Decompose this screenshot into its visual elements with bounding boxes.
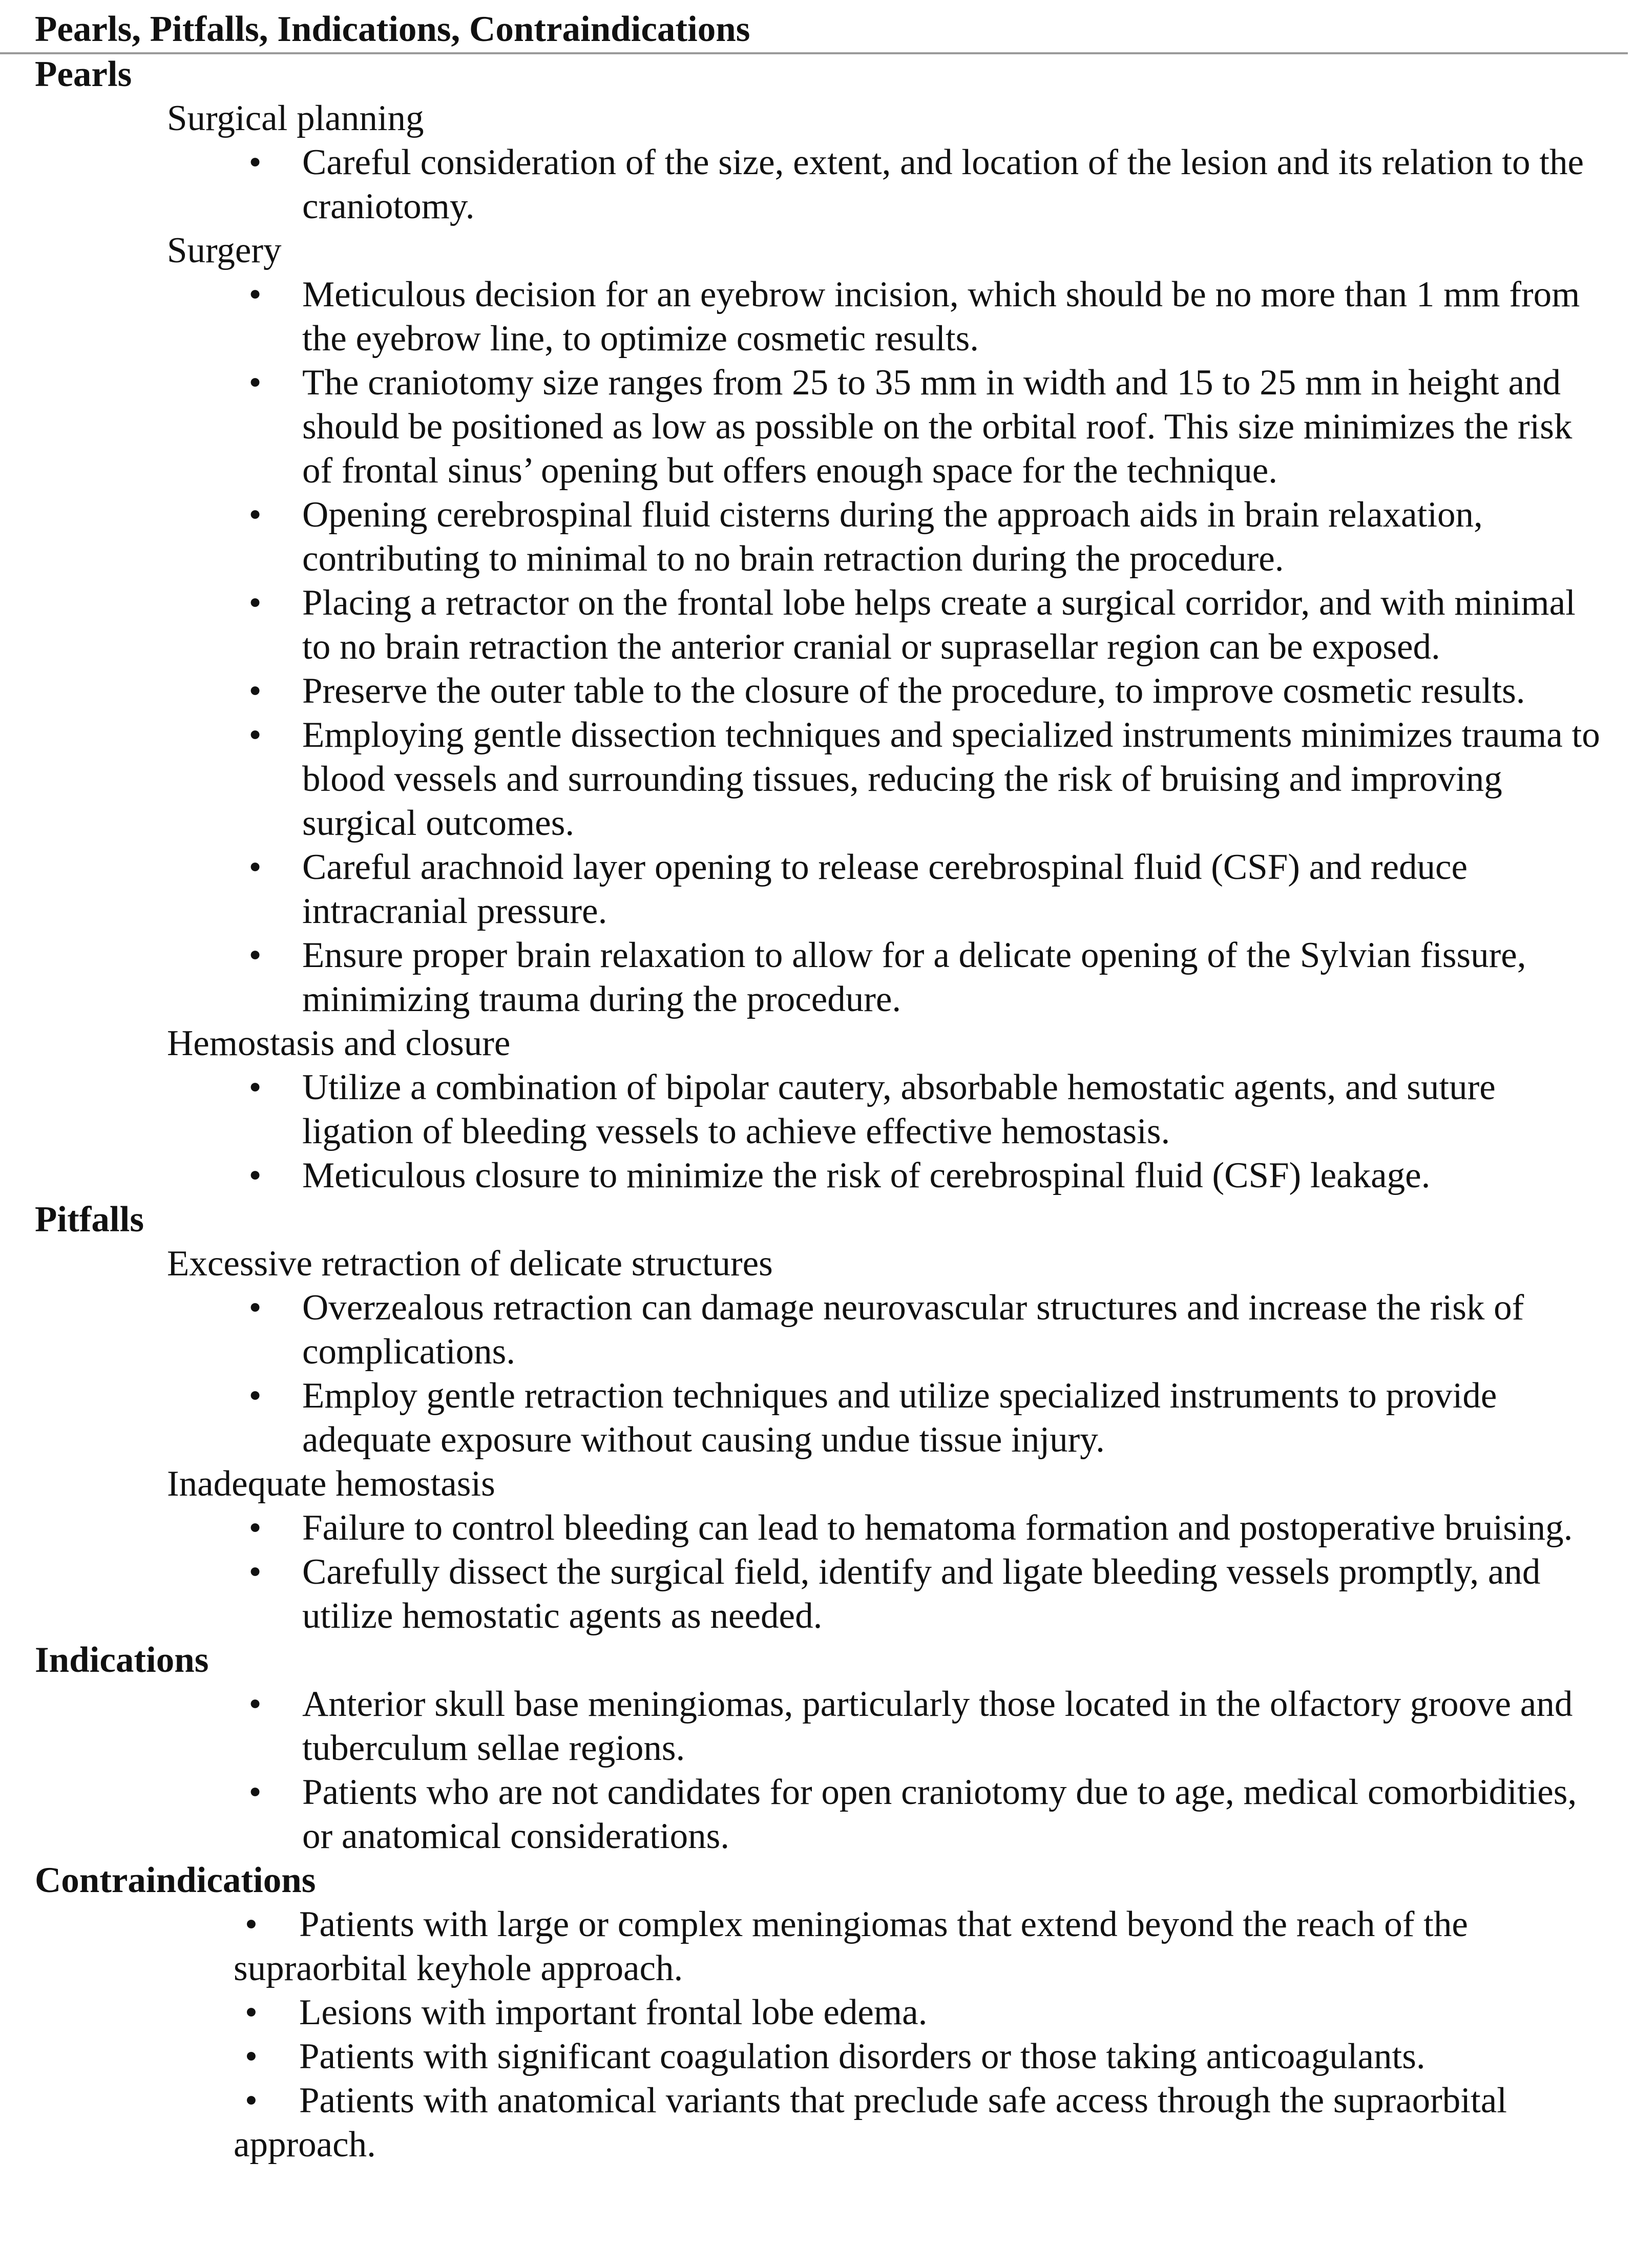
- indications-heading: Indications: [35, 1640, 209, 1680]
- pitfalls-group-retraction-list: [0, 1286, 1635, 1462]
- bullet-icon: •: [248, 142, 262, 182]
- list-item: • Ensure proper brain relaxation to allow for a delicate opening of the Sylvian fissure, minimizing trauma during the procedure.: [0, 933, 1635, 1021]
- list-item: • Patients with large or complex meningiomas that extend beyond the reach of the supraorbital keyhole approach.: [0, 1902, 1635, 1990]
- pitfalls-group-hemostasis-heading: Inadequate hemostasis: [167, 1464, 495, 1504]
- contraindications-list: [0, 1902, 1635, 2167]
- bullet-icon: •: [248, 1552, 262, 1592]
- document-title: Pearls, Pitfalls, Indications, Contraindications: [35, 9, 750, 49]
- bullet-icon: •: [248, 935, 262, 975]
- document-body: [0, 52, 1635, 2167]
- pearls-heading: Pearls: [35, 54, 132, 94]
- pearls-group-surgical-planning-heading: Surgical planning: [167, 98, 424, 138]
- list-item: • Carefully dissect the surgical field, identify and ligate bleeding vessels promptly, and utilize hemostatic agents as needed.: [0, 1550, 1635, 1638]
- bullet-icon: •: [245, 2036, 258, 2076]
- bullet-icon: •: [248, 1772, 262, 1812]
- bullet-icon: •: [248, 583, 262, 623]
- list-item: • Meticulous decision for an eyebrow incision, which should be no more than 1 mm from the eyebrow line, to optimize cosmetic results.: [0, 272, 1635, 361]
- indications-list: [0, 1682, 1635, 1858]
- bullet-icon: •: [248, 495, 262, 535]
- pearls-group-surgery-list: [0, 272, 1635, 1021]
- list-item: • Placing a retractor on the frontal lobe helps create a surgical corridor, and with minimal to no brain retraction the anterior cranial or suprasellar region can be exposed.: [0, 581, 1635, 669]
- pearls-group-surgery-heading: Surgery: [167, 230, 282, 270]
- bullet-icon: •: [248, 847, 262, 887]
- list-item: • Anterior skull base meningiomas, particularly those located in the olfactory groove and tuberculum sellae regions.: [0, 1682, 1635, 1770]
- list-item: • Preserve the outer table to the closure of the procedure, to improve cosmetic results.: [0, 669, 1635, 713]
- list-item: • The craniotomy size ranges from 25 to 35 mm in width and 15 to 25 mm in height and should be positioned as low as possible on the orbital roof. This size minimizes the risk of frontal sinus’ opening but offers enough space for the technique.: [0, 361, 1635, 493]
- list-item: • Patients who are not candidates for open craniotomy due to age, medical comorbidities, or anatomical considerations.: [0, 1770, 1635, 1858]
- list-item: • Lesions with important frontal lobe edema.: [0, 1990, 1635, 2034]
- list-item: • Careful consideration of the size, extent, and location of the lesion and its relation to the craniotomy.: [0, 140, 1635, 228]
- bullet-icon: •: [248, 1067, 262, 1107]
- bullet-icon: •: [245, 1992, 258, 2032]
- list-item: • Opening cerebrospinal fluid cisterns during the approach aids in brain relaxation, contributing to minimal to no brain retraction during the procedure.: [0, 493, 1635, 581]
- bullet-icon: •: [248, 1288, 262, 1328]
- list-item: • Meticulous closure to minimize the risk of cerebrospinal fluid (CSF) leakage.: [0, 1153, 1635, 1198]
- list-item: • Employ gentle retraction techniques and utilize specialized instruments to provide adequate exposure without causing undue tissue injury.: [0, 1374, 1635, 1462]
- bullet-icon: •: [248, 363, 262, 403]
- list-item: • Utilize a combination of bipolar cautery, absorbable hemostatic agents, and suture ligation of bleeding vessels to achieve effective hemostasis.: [0, 1065, 1635, 1153]
- list-item: • Careful arachnoid layer opening to release cerebrospinal fluid (CSF) and reduce intracranial pressure.: [0, 845, 1635, 933]
- bullet-icon: •: [245, 1904, 258, 1944]
- bullet-icon: •: [248, 1376, 262, 1416]
- contraindications-heading: Contraindications: [35, 1860, 316, 1900]
- list-item: • Overzealous retraction can damage neurovascular structures and increase the risk of complications.: [0, 1286, 1635, 1374]
- pitfalls-heading: Pitfalls: [35, 1200, 144, 1240]
- bullet-icon: •: [248, 715, 262, 755]
- pearls-group-hemostasis-heading: Hemostasis and closure: [167, 1023, 511, 1063]
- pitfalls-group-hemostasis-list: [0, 1506, 1635, 1638]
- bullet-icon: •: [248, 275, 262, 314]
- bullet-icon: •: [248, 671, 262, 711]
- bullet-icon: •: [245, 2081, 258, 2120]
- bullet-icon: •: [248, 1508, 262, 1548]
- bullet-icon: •: [248, 1684, 262, 1724]
- pearls-group-hemostasis-list: [0, 1065, 1635, 1198]
- list-item: • Patients with significant coagulation disorders or those taking anticoagulants.: [0, 2034, 1635, 2078]
- list-item: • Employing gentle dissection techniques and specialized instruments minimizes trauma to blood vessels and surrounding tissues, reducing the risk of bruising and improving surgical outcomes.: [0, 713, 1635, 845]
- list-item: • Failure to control bleeding can lead to hematoma formation and postoperative bruising.: [0, 1506, 1635, 1550]
- bullet-icon: •: [248, 1156, 262, 1195]
- list-item: • Patients with anatomical variants that preclude safe access through the supraorbital approach.: [0, 2078, 1635, 2167]
- pearls-group-surgical-planning-list: [0, 140, 1635, 228]
- pitfalls-group-retraction-heading: Excessive retraction of delicate structures: [167, 1244, 773, 1284]
